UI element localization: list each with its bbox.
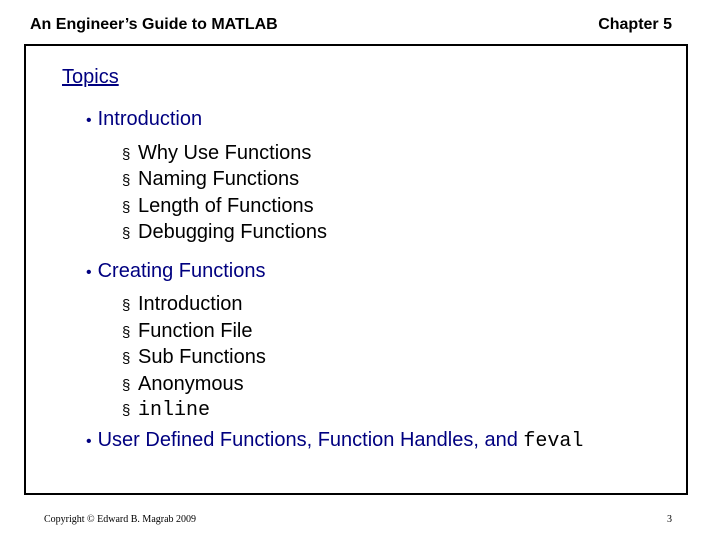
bullet-icon: § — [122, 377, 131, 394]
topic-user-defined-functions — [86, 429, 583, 453]
bullet-icon: • — [86, 433, 92, 450]
bullet-icon: § — [122, 402, 131, 419]
bullet-icon: § — [122, 225, 131, 242]
copyright: Copyright © Edward B. Magrab 2009 — [44, 514, 197, 525]
footer-divider — [24, 493, 688, 495]
chapter-label: Chapter 5 — [598, 16, 672, 33]
list-item: § inline — [122, 399, 211, 422]
topic-code: feval — [523, 430, 584, 453]
slide-title: Topics — [62, 66, 119, 88]
list-item: § Function File — [122, 320, 253, 342]
bullet-icon: • — [86, 264, 92, 281]
topic-label: User Defined Functions, Function Handles, and — [97, 429, 524, 451]
list-item: § Debugging Functions — [122, 221, 328, 243]
list-item: § Length of Functions — [122, 195, 314, 217]
bullet-icon: § — [122, 199, 131, 216]
bullet-icon: § — [122, 324, 131, 341]
list-item: § Introduction — [122, 293, 243, 315]
bullet-icon: • — [86, 112, 92, 129]
topic-creating-functions — [86, 260, 265, 283]
bullet-icon: § — [122, 297, 131, 314]
topic-introduction — [86, 108, 202, 131]
topic-label: Creating Functions — [97, 260, 266, 282]
header-title: An Engineer’s Guide to MATLAB — [30, 16, 278, 33]
bullet-icon: § — [122, 146, 131, 163]
list-item: § Why Use Functions — [122, 142, 312, 164]
list-item: § Sub Functions — [122, 346, 266, 368]
page-number: 3 — [667, 514, 672, 525]
bullet-icon: § — [122, 350, 131, 367]
list-item: § Anonymous — [122, 373, 244, 395]
bullet-icon: § — [122, 172, 131, 189]
topic-label: Introduction — [97, 108, 203, 130]
list-item: § Naming Functions — [122, 168, 300, 190]
